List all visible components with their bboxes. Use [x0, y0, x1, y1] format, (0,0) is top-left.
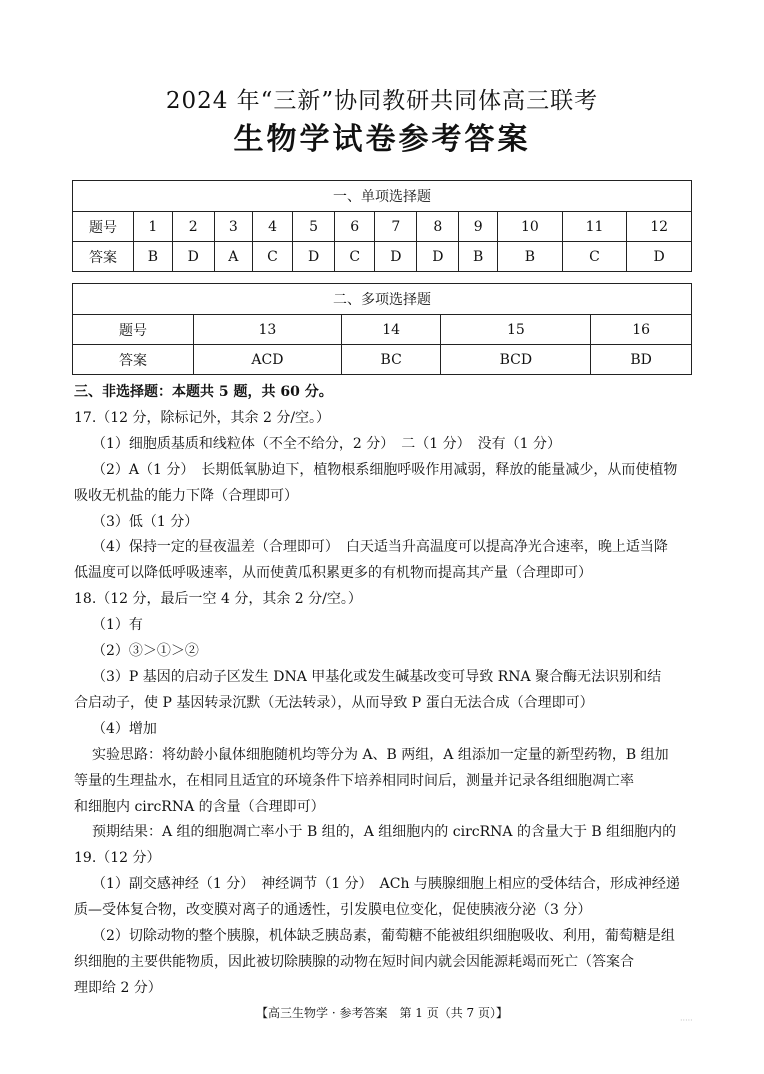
question-number: 12 [627, 212, 692, 242]
question-number: 1 [134, 212, 173, 242]
q19-heading: 19.（12 分） [74, 850, 161, 867]
q18-experiment-idea-cont: 等量的生理盐水，在相同且适宜的环境条件下培养相同时间后，测量并记录各组细胞凋亡率 [74, 772, 634, 789]
q19-answer-2-cont: 织细胞的主要供能物质，因此被切除胰腺的动物在短时间内就会因能源耗竭而死亡（答案合 [74, 953, 634, 970]
answer-cell: D [627, 242, 692, 272]
question-number: 11 [562, 212, 627, 242]
question-number: 9 [459, 212, 498, 242]
page-footer: 【高三生物学 · 参考答案 第 1 页（共 7 页）】 [256, 1006, 508, 1020]
multiple-choice-table [72, 283, 692, 375]
q18-experiment-idea: 实验思路：将幼龄小鼠体细胞随机均等分为 A、B 两组，A 组添加一定量的新型药物，B 组加 [92, 746, 669, 763]
question-number: 10 [498, 212, 563, 242]
exam-title: 2024 年“三新”协同教研共同体高三联考 [165, 88, 599, 114]
q18-heading: 18.（12 分，最后一空 4 分，其余 2 分/空。） [74, 591, 362, 608]
q18-answer-4: （4）增加 [92, 720, 157, 737]
answer-cell: C [562, 242, 627, 272]
question-number: 14 [341, 315, 441, 345]
answer-cell: D [375, 242, 417, 272]
answer-cell: D [172, 242, 214, 272]
answer-cell: D [293, 242, 335, 272]
answer-row [73, 345, 692, 375]
question-number: 15 [441, 315, 591, 345]
question-number: 5 [293, 212, 335, 242]
multiple-choice-heading: 二、多项选择题 [73, 284, 692, 315]
question-row-label: 题号 [73, 315, 194, 345]
question-number-row [73, 315, 692, 345]
q17-answer-4: （4）保持一定的昼夜温差（合理即可） 白天适当升高温度可以提高净光合速率，晚上适当降 [92, 539, 668, 556]
answer-row-label: 答案 [73, 242, 134, 272]
q17-answer-2-cont: 吸收无机盐的能力下降（合理即可） [74, 487, 298, 504]
question-number: 16 [591, 315, 692, 345]
answer-cell: A [214, 242, 252, 272]
q19-answer-2-cont: 理即给 2 分） [74, 979, 162, 996]
single-choice-table [72, 180, 692, 272]
q18-answer-1: （1）有 [92, 617, 143, 634]
question-number: 7 [375, 212, 417, 242]
single-choice-heading: 一、单项选择题 [73, 181, 692, 212]
answer-cell: BCD [441, 345, 591, 375]
q17-heading: 17.（12 分，除标记外，其余 2 分/空。） [74, 409, 331, 426]
answer-row [73, 242, 692, 272]
answer-cell: ACD [194, 345, 342, 375]
q17-answer-1: （1）细胞质基质和线粒体（不全不给分，2 分） 二（1 分） 没有（1 分） [92, 435, 561, 452]
q17-answer-2: （2）A（1 分） 长期低氧胁迫下，植物根系细胞呼吸作用减弱，释放的能量减少，从而使植物 [92, 461, 678, 478]
question-number: 8 [417, 212, 459, 242]
answer-row-label: 答案 [73, 345, 194, 375]
q18-experiment-idea-cont: 和细胞内 circRNA 的含量（合理即可） [74, 798, 325, 815]
answer-cell: B [134, 242, 173, 272]
answer-cell: BC [341, 345, 441, 375]
section-heading: 三、非选择题：本题共 5 题，共 60 分。 [74, 384, 333, 400]
question-number: 4 [252, 212, 292, 242]
q19-answer-1: （1）副交感神经（1 分） 神经调节（1 分） ACh 与胰腺细胞上相应的受体结合，形成神经递 [92, 876, 680, 893]
answer-cell: C [252, 242, 292, 272]
q19-answer-1-cont: 质—受体复合物，改变膜对离子的通透性，引发膜电位变化，促使胰液分泌（3 分） [74, 902, 592, 919]
q18-answer-2: （2）③＞①＞② [92, 643, 199, 660]
q17-answer-3: （3）低（1 分） [92, 513, 199, 530]
answer-cell: C [335, 242, 375, 272]
question-number: 3 [214, 212, 252, 242]
question-number: 13 [194, 315, 342, 345]
q17-answer-4-cont: 低温度可以降低呼吸速率，从而使黄瓜积累更多的有机物而提高其产量（合理即可） [74, 565, 592, 582]
question-number-row [73, 212, 692, 242]
question-row-label: 题号 [73, 212, 134, 242]
q18-answer-3: （3）P 基因的启动子区发生 DNA 甲基化或发生碱基改变可导致 RNA 聚合酶无法识别和结 [92, 668, 662, 685]
answer-cell: B [459, 242, 498, 272]
non-choice-section [74, 380, 694, 1002]
q19-answer-2: （2）切除动物的整个胰腺，机体缺乏胰岛素，葡萄糖不能被组织细胞吸收、利用，葡萄糖是组 [92, 928, 675, 945]
question-number: 6 [335, 212, 375, 242]
q18-expected-result: 预期结果：A 组的细胞凋亡率小于 B 组的，A 组细胞内的 circRNA 的含量大于 B 组细胞内的 [92, 824, 677, 841]
answer-key-title: 生物学试卷参考答案 [233, 122, 531, 157]
q18-answer-3-cont: 合启动子，使 P 基因转录沉默（无法转录），从而导致 P 蛋白无法合成（合理即可） [74, 694, 594, 711]
answer-cell: BD [591, 345, 692, 375]
answer-cell: D [417, 242, 459, 272]
question-number: 2 [172, 212, 214, 242]
answer-cell: B [498, 242, 563, 272]
corner-mark: ····· [680, 1016, 693, 1025]
